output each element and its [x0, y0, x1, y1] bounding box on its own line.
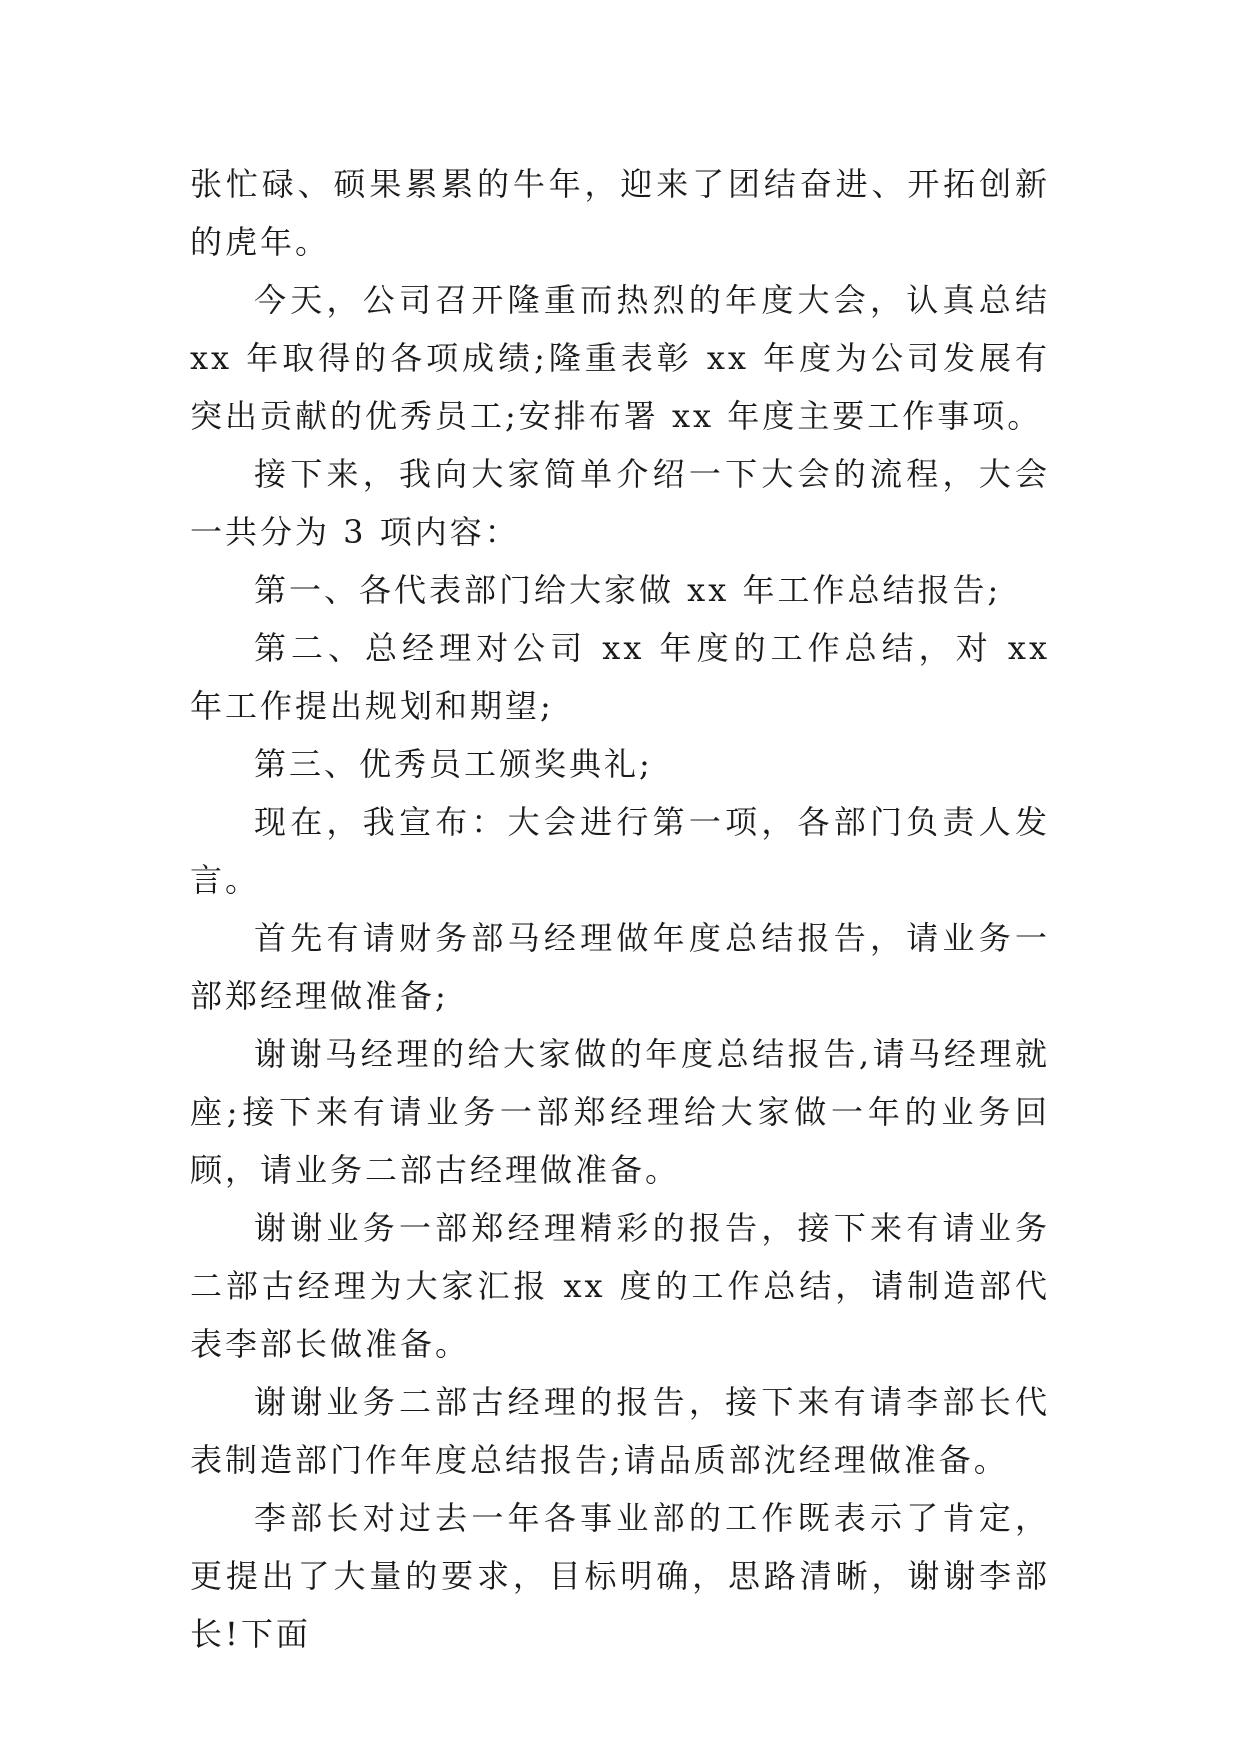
paragraph: 接下来，我向大家简单介绍一下大会的流程，大会一共分为 3 项内容：: [190, 455, 1050, 551]
paragraph: 谢谢马经理的给大家做的年度总结报告,请马经理就座;接下来有请业务一部郑经理给大家做一年的业务回顾，请业务二部古经理做准备。: [190, 1035, 1050, 1189]
document-body: [190, 155, 1050, 1663]
paragraph: 谢谢业务一部郑经理精彩的报告，接下来有请业务二部古经理为大家汇报 xx 度的工作总结，请制造部代表李部长做准备。: [190, 1209, 1050, 1363]
paragraph: 李部长对过去一年各事业部的工作既表示了肯定，更提出了大量的要求，目标明确，思路清晰，谢谢李部长!下面: [190, 1499, 1050, 1653]
paragraph: 首先有请财务部马经理做年度总结报告，请业务一部郑经理做准备;: [190, 919, 1050, 1015]
paragraph: 第一、各代表部门给大家做 xx 年工作总结报告;: [254, 571, 1002, 609]
paragraph: 现在，我宣布：大会进行第一项，各部门负责人发言。: [190, 803, 1050, 899]
paragraph: 今天，公司召开隆重而热烈的年度大会，认真总结 xx 年取得的各项成绩;隆重表彰 xx 年度为公司发展有突出贡献的优秀员工;安排布署 xx 年度主要工作事项。: [190, 281, 1050, 435]
paragraph: 第三、优秀员工颁奖典礼;: [254, 745, 653, 783]
paragraph: 第二、总经理对公司 xx 年度的工作总结，对 xx 年工作提出规划和期望;: [190, 629, 1050, 725]
paragraph: 谢谢业务二部古经理的报告，接下来有请李部长代表制造部门作年度总结报告;请品质部沈经理做准备。: [190, 1383, 1050, 1479]
paragraph: 张忙碌、硕果累累的牛年，迎来了团结奋进、开拓创新的虎年。: [190, 165, 1050, 261]
